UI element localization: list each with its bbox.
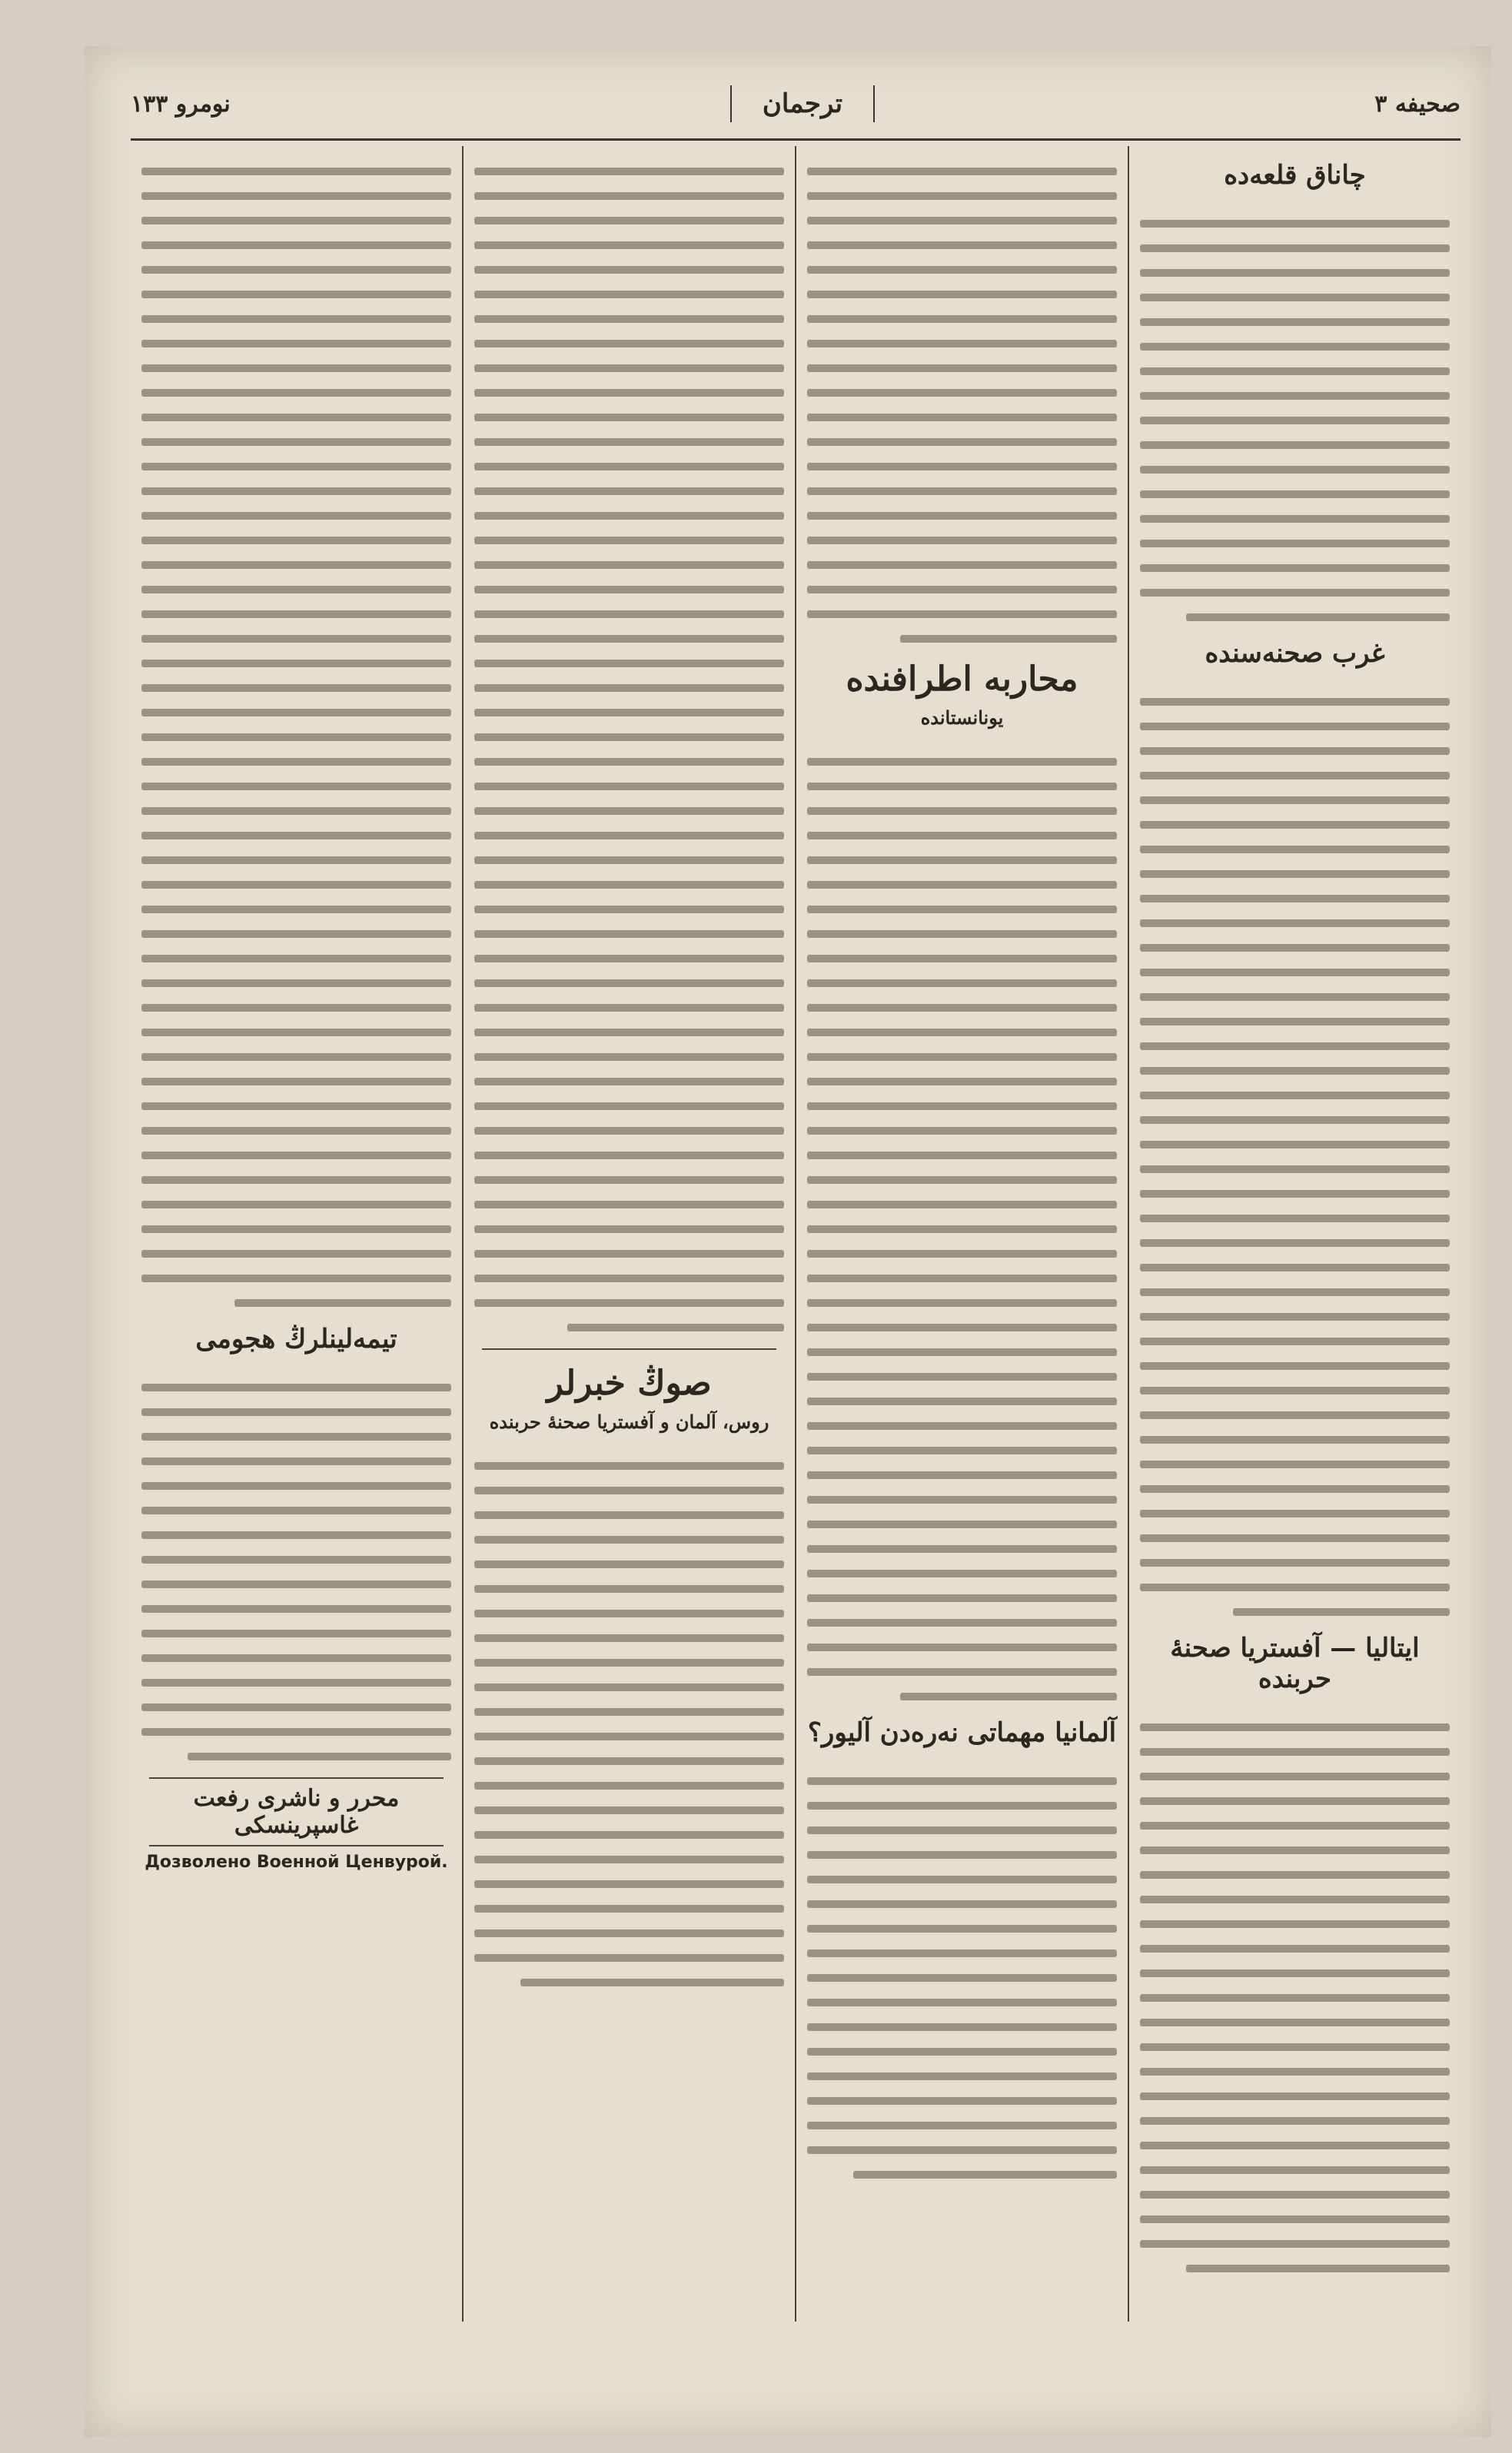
article-body bbox=[1140, 1702, 1450, 2272]
section-subheading: یونانستانده bbox=[920, 706, 1004, 729]
article-body bbox=[1140, 676, 1450, 1616]
section-heading: محاربه اطرافنده bbox=[846, 660, 1078, 699]
article-body bbox=[1140, 198, 1450, 621]
publisher-signature: محرر و ناشری رفعت غاسپرینسکی bbox=[149, 1777, 444, 1846]
newspaper-page bbox=[85, 46, 1491, 2437]
section-subheading: روس، آلمان و آفستریا صحنهٔ حربنده bbox=[489, 1411, 769, 1433]
article-body bbox=[474, 1441, 784, 1986]
section-heading: چاناق قلعه‌ده bbox=[1224, 160, 1366, 191]
column-3 bbox=[462, 146, 795, 2322]
section-heading: آلمانیا مهماتی نه‌ره‌دن آلیور؟ bbox=[807, 1717, 1117, 1748]
section-heading: صوڭ خبرلر bbox=[547, 1364, 712, 1403]
section-heading: تیمه‌لینلرڭ هجومی bbox=[195, 1324, 397, 1354]
page-header bbox=[131, 69, 1460, 141]
article-body bbox=[807, 146, 1117, 643]
column-2 bbox=[795, 146, 1128, 2322]
section-heading: غرب صحنه‌سنده bbox=[1205, 638, 1385, 669]
issue-number: نومرو ۱۳۳ bbox=[131, 90, 231, 118]
page-number: صحیفه ۳ bbox=[1374, 90, 1460, 118]
article-body bbox=[141, 146, 451, 1307]
article-body bbox=[807, 736, 1117, 1700]
section-divider bbox=[482, 1348, 776, 1350]
newspaper-title: ترجمان bbox=[730, 85, 875, 122]
column-1 bbox=[1128, 146, 1460, 2322]
article-body bbox=[807, 1756, 1117, 2179]
article-body bbox=[141, 1362, 451, 1760]
column-4 bbox=[131, 146, 462, 2322]
article-body bbox=[474, 146, 784, 1331]
censor-approval: Дозволено Военной Ценвурой. bbox=[145, 1853, 448, 1872]
section-heading: ایتالیا — آفستریا صحنهٔ حربنده bbox=[1170, 1633, 1420, 1694]
article-columns bbox=[131, 146, 1460, 2322]
